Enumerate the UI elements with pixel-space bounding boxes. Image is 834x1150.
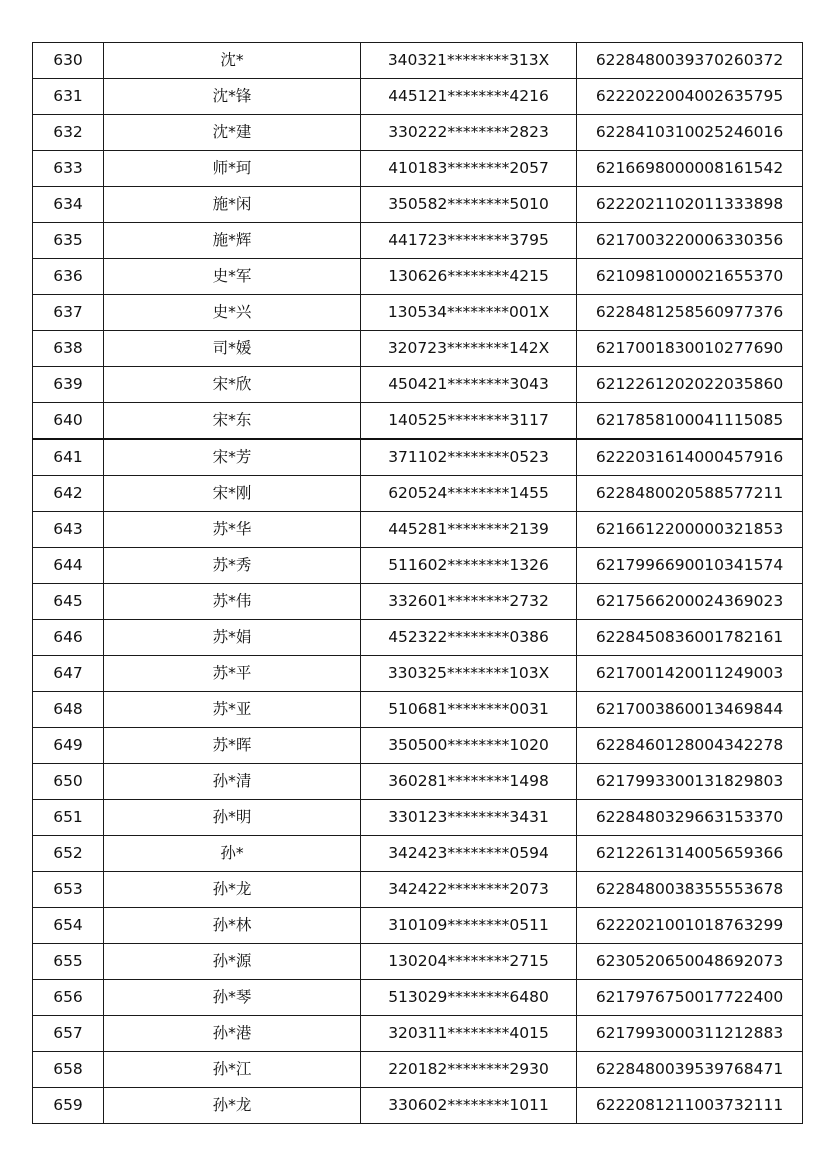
account-number-cell: 6216612200000321853 xyxy=(577,512,803,548)
account-number-cell: 6228480020588577211 xyxy=(577,476,803,512)
row-number-cell: 649 xyxy=(33,728,104,764)
account-number-cell: 6228480329663153370 xyxy=(577,800,803,836)
account-number-cell: 6217566200024369023 xyxy=(577,584,803,620)
table-row xyxy=(33,512,803,548)
table-row xyxy=(33,403,803,440)
table-row xyxy=(33,476,803,512)
table-row xyxy=(33,872,803,908)
name-cell: 宋*芳 xyxy=(104,439,361,476)
id-number-cell: 130626********4215 xyxy=(361,259,577,295)
table-row xyxy=(33,1016,803,1052)
id-number-cell: 330602********1011 xyxy=(361,1088,577,1124)
table-row xyxy=(33,295,803,331)
id-number-cell: 350500********1020 xyxy=(361,728,577,764)
id-number-cell: 350582********5010 xyxy=(361,187,577,223)
id-number-cell: 130534********001X xyxy=(361,295,577,331)
row-number-cell: 646 xyxy=(33,620,104,656)
table-row xyxy=(33,331,803,367)
id-number-cell: 342422********2073 xyxy=(361,872,577,908)
row-number-cell: 656 xyxy=(33,980,104,1016)
account-number-cell: 6217993300131829803 xyxy=(577,764,803,800)
id-number-cell: 511602********1326 xyxy=(361,548,577,584)
row-number-cell: 636 xyxy=(33,259,104,295)
table-row xyxy=(33,223,803,259)
table-row xyxy=(33,115,803,151)
account-number-cell: 6228480039370260372 xyxy=(577,43,803,79)
id-number-cell: 320723********142X xyxy=(361,331,577,367)
name-cell: 苏*平 xyxy=(104,656,361,692)
row-number-cell: 632 xyxy=(33,115,104,151)
account-number-cell: 6217001420011249003 xyxy=(577,656,803,692)
row-number-cell: 630 xyxy=(33,43,104,79)
name-cell: 孙*林 xyxy=(104,908,361,944)
row-number-cell: 652 xyxy=(33,836,104,872)
table-row xyxy=(33,656,803,692)
name-cell: 苏*秀 xyxy=(104,548,361,584)
name-cell: 宋*刚 xyxy=(104,476,361,512)
table-row xyxy=(33,43,803,79)
table-row xyxy=(33,728,803,764)
account-number-cell: 6217976750017722400 xyxy=(577,980,803,1016)
account-number-cell: 6210981000021655370 xyxy=(577,259,803,295)
name-cell: 司*媛 xyxy=(104,331,361,367)
id-number-cell: 332601********2732 xyxy=(361,584,577,620)
account-number-cell: 6212261314005659366 xyxy=(577,836,803,872)
table-row xyxy=(33,548,803,584)
row-number-cell: 657 xyxy=(33,1016,104,1052)
account-number-cell: 6228480038355553678 xyxy=(577,872,803,908)
id-number-cell: 450421********3043 xyxy=(361,367,577,403)
account-number-cell: 6212261202022035860 xyxy=(577,367,803,403)
row-number-cell: 653 xyxy=(33,872,104,908)
account-number-cell: 6222031614000457916 xyxy=(577,439,803,476)
document-page xyxy=(32,42,802,1124)
name-cell: 苏*晖 xyxy=(104,728,361,764)
id-number-cell: 445281********2139 xyxy=(361,512,577,548)
table-row xyxy=(33,836,803,872)
table-row xyxy=(33,79,803,115)
name-cell: 沈* xyxy=(104,43,361,79)
row-number-cell: 658 xyxy=(33,1052,104,1088)
row-number-cell: 631 xyxy=(33,79,104,115)
table-row xyxy=(33,620,803,656)
row-number-cell: 635 xyxy=(33,223,104,259)
account-number-cell: 6228410310025246016 xyxy=(577,115,803,151)
account-number-cell: 6222081211003732111 xyxy=(577,1088,803,1124)
name-cell: 孙*龙 xyxy=(104,872,361,908)
row-number-cell: 634 xyxy=(33,187,104,223)
id-number-cell: 320311********4015 xyxy=(361,1016,577,1052)
recipient-table xyxy=(32,42,803,1124)
row-number-cell: 643 xyxy=(33,512,104,548)
name-cell: 孙*江 xyxy=(104,1052,361,1088)
name-cell: 孙* xyxy=(104,836,361,872)
name-cell: 沈*建 xyxy=(104,115,361,151)
table-row xyxy=(33,1088,803,1124)
account-number-cell: 6230520650048692073 xyxy=(577,944,803,980)
row-number-cell: 639 xyxy=(33,367,104,403)
account-number-cell: 6228480039539768471 xyxy=(577,1052,803,1088)
table-row xyxy=(33,908,803,944)
row-number-cell: 640 xyxy=(33,403,104,440)
id-number-cell: 360281********1498 xyxy=(361,764,577,800)
row-number-cell: 638 xyxy=(33,331,104,367)
name-cell: 宋*东 xyxy=(104,403,361,440)
name-cell: 苏*亚 xyxy=(104,692,361,728)
row-number-cell: 642 xyxy=(33,476,104,512)
row-number-cell: 641 xyxy=(33,439,104,476)
id-number-cell: 220182********2930 xyxy=(361,1052,577,1088)
id-number-cell: 452322********0386 xyxy=(361,620,577,656)
id-number-cell: 340321********313X xyxy=(361,43,577,79)
table-body xyxy=(33,43,803,1124)
id-number-cell: 130204********2715 xyxy=(361,944,577,980)
id-number-cell: 513029********6480 xyxy=(361,980,577,1016)
account-number-cell: 6217003220006330356 xyxy=(577,223,803,259)
row-number-cell: 645 xyxy=(33,584,104,620)
table-row xyxy=(33,584,803,620)
name-cell: 孙*源 xyxy=(104,944,361,980)
account-number-cell: 6217858100041115085 xyxy=(577,403,803,440)
name-cell: 施*闲 xyxy=(104,187,361,223)
account-number-cell: 6216698000008161542 xyxy=(577,151,803,187)
name-cell: 孙*清 xyxy=(104,764,361,800)
account-number-cell: 6228460128004342278 xyxy=(577,728,803,764)
id-number-cell: 441723********3795 xyxy=(361,223,577,259)
table-row xyxy=(33,692,803,728)
id-number-cell: 510681********0031 xyxy=(361,692,577,728)
row-number-cell: 648 xyxy=(33,692,104,728)
row-number-cell: 647 xyxy=(33,656,104,692)
table-row xyxy=(33,1052,803,1088)
id-number-cell: 330123********3431 xyxy=(361,800,577,836)
name-cell: 施*辉 xyxy=(104,223,361,259)
account-number-cell: 6222021001018763299 xyxy=(577,908,803,944)
name-cell: 苏*华 xyxy=(104,512,361,548)
table-row xyxy=(33,151,803,187)
account-number-cell: 6217996690010341574 xyxy=(577,548,803,584)
account-number-cell: 6222022004002635795 xyxy=(577,79,803,115)
name-cell: 孙*琴 xyxy=(104,980,361,1016)
table-row xyxy=(33,764,803,800)
name-cell: 师*珂 xyxy=(104,151,361,187)
row-number-cell: 644 xyxy=(33,548,104,584)
account-number-cell: 6217001830010277690 xyxy=(577,331,803,367)
table-row xyxy=(33,259,803,295)
row-number-cell: 633 xyxy=(33,151,104,187)
table-row xyxy=(33,800,803,836)
name-cell: 苏*娟 xyxy=(104,620,361,656)
id-number-cell: 342423********0594 xyxy=(361,836,577,872)
row-number-cell: 637 xyxy=(33,295,104,331)
table-row xyxy=(33,187,803,223)
id-number-cell: 140525********3117 xyxy=(361,403,577,440)
name-cell: 史*兴 xyxy=(104,295,361,331)
row-number-cell: 650 xyxy=(33,764,104,800)
account-number-cell: 6228450836001782161 xyxy=(577,620,803,656)
name-cell: 沈*锋 xyxy=(104,79,361,115)
id-number-cell: 310109********0511 xyxy=(361,908,577,944)
row-number-cell: 651 xyxy=(33,800,104,836)
account-number-cell: 6222021102011333898 xyxy=(577,187,803,223)
table-row xyxy=(33,439,803,476)
table-row xyxy=(33,367,803,403)
id-number-cell: 371102********0523 xyxy=(361,439,577,476)
row-number-cell: 659 xyxy=(33,1088,104,1124)
row-number-cell: 655 xyxy=(33,944,104,980)
table-row xyxy=(33,944,803,980)
name-cell: 史*军 xyxy=(104,259,361,295)
name-cell: 苏*伟 xyxy=(104,584,361,620)
id-number-cell: 410183********2057 xyxy=(361,151,577,187)
id-number-cell: 445121********4216 xyxy=(361,79,577,115)
name-cell: 孙*明 xyxy=(104,800,361,836)
row-number-cell: 654 xyxy=(33,908,104,944)
table-row xyxy=(33,980,803,1016)
name-cell: 孙*龙 xyxy=(104,1088,361,1124)
id-number-cell: 620524********1455 xyxy=(361,476,577,512)
account-number-cell: 6217993000311212883 xyxy=(577,1016,803,1052)
id-number-cell: 330222********2823 xyxy=(361,115,577,151)
account-number-cell: 6217003860013469844 xyxy=(577,692,803,728)
account-number-cell: 6228481258560977376 xyxy=(577,295,803,331)
name-cell: 宋*欣 xyxy=(104,367,361,403)
id-number-cell: 330325********103X xyxy=(361,656,577,692)
name-cell: 孙*港 xyxy=(104,1016,361,1052)
